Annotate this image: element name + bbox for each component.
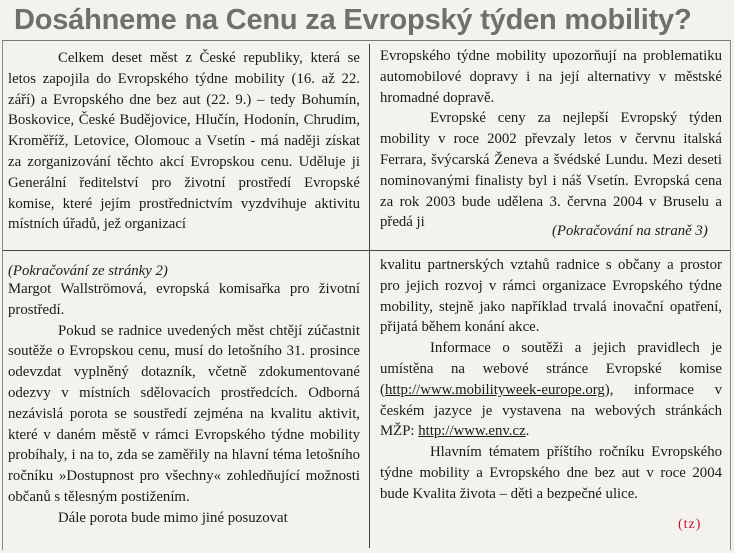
paragraph-2-text-middle: ), informace v českém jazyce je vystavena na webových stránkách MŽP: [380,381,722,440]
top-right-column [380,46,722,233]
top-right-paragraph-2: Evropské ceny za nejlepší Evropský týden mobility v roce 2002 převzaly letos v červnu italská Ferrara, švýcarská Ženeva a švédské Lundu. Mezi deseti nominovanými finalisty byl i náš Vsetín. Evropská cena za rok 2003 bude udělena 3. června 2004 v Bruselu a předá ji [380,110,722,231]
bottom-left-paragraph-2: Pokud se radnice uvedených měst chtějí zúčastnit soutěže o Evropskou cenu, musí do letošního 31. prosince odevzdat vyplněný dotazník, včetně zdokumentované odezvy v místních sdělovacích prostředcích. Odborná nezávislá porota se soustředí zejména na kvalitu aktivit, které v daném městě v rámci Evropského týdne mobility probíhaly, i na to, zda se zaměřily na hlavní téma letošního ročníku »Dostupnost pro všechny« zohledňující možnosti občanů s tělesným postižením. [8,322,360,505]
frame-top-rule [2,40,731,41]
continued-from-page-2: (Pokračování ze stránky 2) [8,263,168,279]
bottom-left-paragraph-1: Margot Wallströmová, evropská komisařka pro životní prostředí. [8,281,360,318]
bottom-right-paragraph-3: Hlavním tématem příštího ročníku Evropského týdne mobility a Evropského dne bez aut v roce 2004 bude Kvalita života – děti a bezpečné ulice. [380,444,722,502]
section-separator-left [3,250,369,251]
paragraph-2-text-before: Informace o soutěži a jejich pravidlech je umístěna na webové stránce Evropské komise ( [380,340,722,398]
bottom-right-column [380,255,722,505]
paragraph-2-text-after: . [525,423,530,440]
bottom-left-paragraph-3: Dále porota bude mimo jiné posuzovat [58,509,288,526]
env-cz-link[interactable]: http://www.env.cz [418,423,526,440]
frame-left-rule [2,40,3,550]
frame-right-rule [730,40,731,550]
top-left-paragraph: Celkem deset měst z České republiky, která se letos zapojila do Evropského týdne mobility (16. až 22. září) a Evropského dne bez aut (22. 9.) – tedy Bohumín, Boskovice, České Budějovice, Hlučín, Hodonín, Chrudim, Kroměříž, Letovice, Olomouc a Vsetín - má naději získat za zorganizování těchto akcí Evropskou cenu. Uděluje ji Generální ředitelství pro životní prostředí Evropské komise, které jejím prostřednictvím vyzdvihuje aktivitu místních úřadů, jež organizací [8,50,360,233]
section-separator-right [370,250,730,251]
mobilityweek-link[interactable]: http://www.mobilityweek-europe.org [384,381,605,398]
top-right-paragraph-1: Evropského týdne mobility upozorňují na problematiku automobilové dopravy i na její alternativy v městské hromadné dopravě. [380,48,722,106]
bottom-right-paragraph-2 [380,338,722,442]
top-left-column [8,48,360,235]
column-divider [369,44,370,548]
continued-on-page-3: (Pokračování na straně 3) [552,223,708,239]
article-headline: Dosáhneme na Cenu za Evropský týden mobility? [14,4,692,36]
bottom-left-column [8,279,360,529]
bottom-right-paragraph-1: kvalitu partnerských vztahů radnice s občany a prostor pro jejich rozvoj v rámci organizace Evropského týdne mobility, stejně jako například trvalá inovační opatření, přijatá během konání akce. [380,257,722,336]
author-initials: (tz) [678,517,702,532]
